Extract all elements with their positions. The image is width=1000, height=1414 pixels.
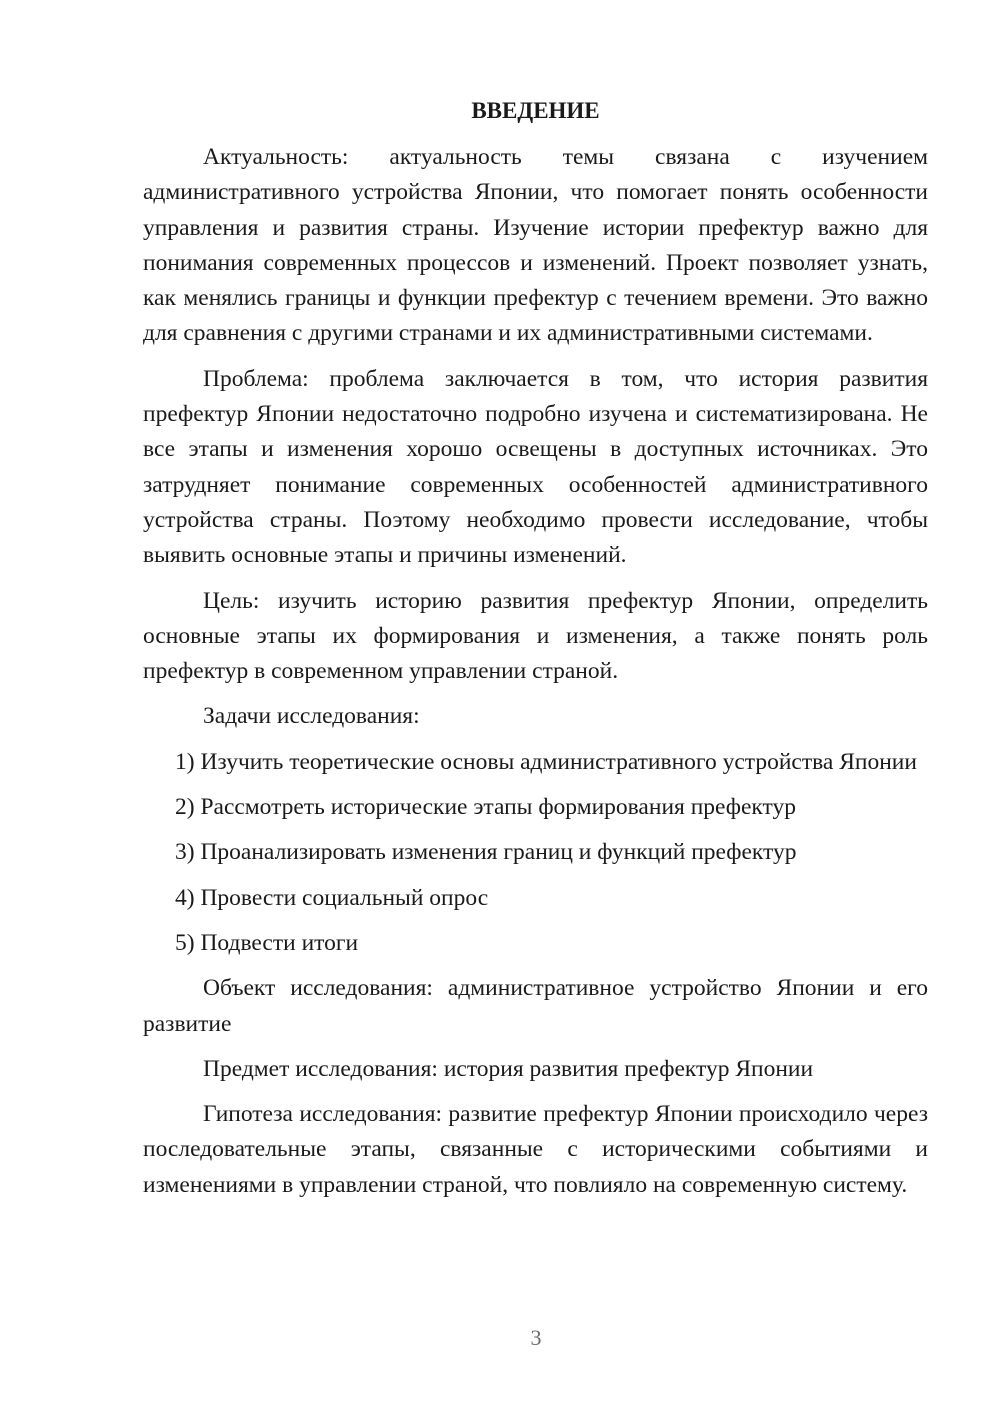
page-content bbox=[143, 93, 928, 1213]
list-item-task-3: 3) Проанализировать изменения границ и функций префектур bbox=[175, 839, 797, 866]
paragraph-relevance: Актуальность: актуальность темы связана с изучением административного устройства Японии, что помогает понять особенности управления и развития страны. Изучение истории префектур важно для понимания современных процессов и изменений. Проект позволяет узнать, как менялись границы и функции префектур с течением времени. Это важно для сравнения с другими странами и их административными системами. bbox=[143, 144, 928, 347]
page-title: ВВЕДЕНИЕ bbox=[471, 98, 600, 123]
page-number: 3 bbox=[530, 1325, 542, 1350]
list-item-task-1: 1) Изучить теоретические основы административного устройства Японии bbox=[175, 748, 917, 775]
paragraph-goal: Цель: изучить историю развития префектур Японии, определить основные этапы их формирования и изменения, а также понять роль префектур в современном управлении страной. bbox=[143, 587, 928, 685]
tasks-heading: Задачи исследования: bbox=[203, 703, 420, 730]
list-item-task-4: 4) Провести социальный опрос bbox=[175, 884, 489, 911]
paragraph-object: Объект исследования: административное устройство Японии и его развитие bbox=[143, 975, 928, 1037]
paragraph-problem: Проблема: проблема заключается в том, что история развития префектур Японии недостаточно подробно изучена и систематизирована. Не все этапы и изменения хорошо освещены в доступных источниках. Это затрудняет понимание современных особенностей административного устройства страны. Поэтому необходимо провести исследование, чтобы выявить основные этапы и причины изменений. bbox=[143, 365, 928, 569]
list-item-task-5: 5) Подвести итоги bbox=[175, 929, 359, 956]
paragraph-subject: Предмет исследования: история развития префектур Японии bbox=[203, 1055, 814, 1082]
tasks-list bbox=[143, 745, 928, 961]
paragraph-hypothesis: Гипотеза исследования: развитие префектур Японии происходило через последовательные этапы, связанные с историческими событиями и изменениями в управлении страной, что повлияло на современную систему. bbox=[143, 1101, 928, 1198]
list-item-task-2: 2) Рассмотреть исторические этапы формирования префектур bbox=[175, 794, 796, 821]
